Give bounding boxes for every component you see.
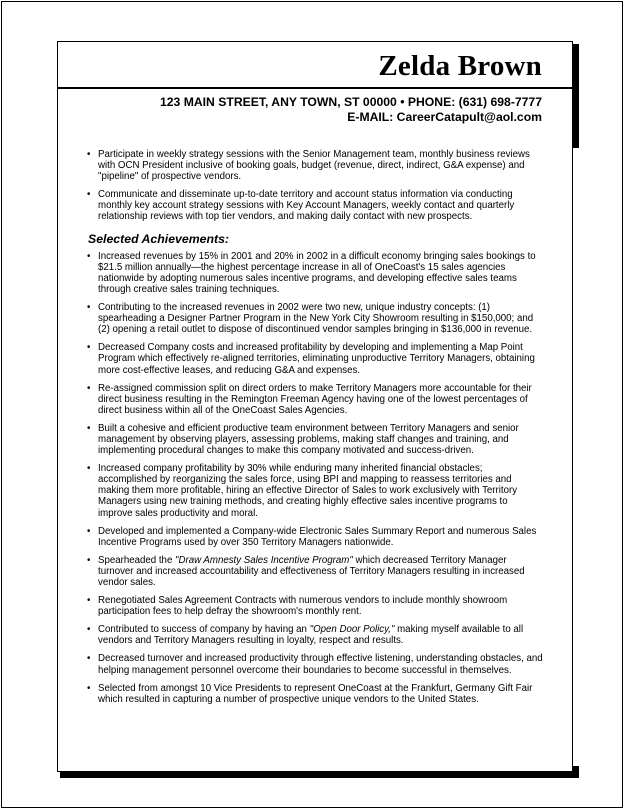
bullet-icon: • [87, 302, 91, 314]
bullet-icon: • [87, 595, 91, 607]
list-item-text: Contributing to the increased revenues in 2002 were two new, unique industry concepts: (1) spearheading a Designer Partner Program in the New York City Showroom resulting in $150,000; and (2) opening a retail outlet to dispose of discontinued vendor samples bringing in $136,000 in revenue. [98, 302, 534, 336]
list-item-text: Contributed to success of company by having an [98, 624, 310, 636]
list-item [86, 526, 544, 548]
bullet-icon: • [87, 382, 91, 394]
responsibilities-list [86, 149, 544, 223]
section-title-achievements: Selected Achievements: [88, 231, 230, 246]
list-item-text: Developed and implemented a Company-wide Electronic Sales Summary Report and numerous Sales Incentive Programs used by over 350 Territory Managers nationwide. [98, 525, 537, 548]
list-item [86, 683, 544, 705]
list-item-text: Selected from amongst 10 Vice Presidents to represent OneCoast at the Frankfurt, Germany Gift Fair which resulted in capturing a number of prospective unique vendors to the United States. [98, 682, 533, 705]
bullet-icon: • [87, 525, 91, 537]
bullet-icon: • [87, 682, 91, 694]
list-item [86, 302, 544, 335]
list-item [86, 342, 544, 375]
list-item-text: making myself available to all vendors and Territory Managers resulting in loyalty, respect and results. [98, 624, 524, 647]
achievements-list [86, 251, 544, 705]
list-item-text: Communicate and disseminate up-to-date territory and account status information via conducting monthly key account strategy sessions with Key Account Managers, weekly contact and quarterly relationship reviews with top tier vendors, and making daily contact with new prospects. [98, 189, 515, 223]
list-item-text: Increased revenues by 15% in 2001 and 20% in 2002 in a difficult economy bringing sales bookings to $21.5 million annually—the highest percentage increase in all of OneCoast's 15 sales agencies nationwide by adopting numerous sales incentive programs, and developing effective sales teams through creative sales training techniques. [98, 250, 536, 295]
list-item-text: which decreased Territory Manager turnover and increased accountability and effectiveness of Territory Managers resulting in increased vendor sales. [98, 554, 525, 588]
list-item [86, 189, 544, 222]
contact-address-phone: 123 MAIN STREET, ANY TOWN, ST 00000 • PHONE: (631) 698-7777 [160, 95, 542, 109]
list-item [86, 149, 544, 182]
page-shadow-bottom [60, 772, 573, 778]
list-item-text: Participate in weekly strategy sessions with the Senior Management team, monthly business reviews with OCN President inclusive of booking goals, budget (revenue, direct, indirect, G&A expense) and "pipeline" of prospective vendors. [98, 149, 530, 183]
contact-email: E-MAIL: CareerCatapult@aol.com [347, 110, 542, 124]
list-item-text: Decreased Company costs and increased profitability by developing and implementing a Map Point Program which effectively re-aligned territories, eliminating unproductive Territory Managers, obtaining more cost-effective leases, and reducing G&A and expenses. [98, 342, 535, 376]
list-item-text: Decreased turnover and increased productivity through effective listening, understanding obstacles, and helping management personnel overcome their boundaries to become successful in themselves. [98, 653, 543, 676]
list-item [86, 383, 544, 416]
bullet-icon: • [87, 554, 91, 566]
list-item [86, 624, 544, 646]
resume-body [86, 149, 544, 712]
list-item [86, 251, 544, 295]
list-item [86, 423, 544, 456]
header-rule [58, 87, 572, 89]
list-item-text: Spearheaded the [98, 554, 176, 566]
bullet-icon: • [87, 149, 91, 160]
list-item-text: Re-assigned commission split on direct orders to make Territory Managers more accountable for their direct business resulting in the Remington Freeman Agency having one of the lowest percentages of direct business within all of the OneCoast Sales Agencies. [98, 382, 532, 416]
program-name: "Draw Amnesty Sales Incentive Program" [175, 554, 353, 566]
list-item [86, 653, 544, 675]
candidate-name: Zelda Brown [378, 50, 542, 82]
bullet-icon: • [87, 463, 91, 475]
bullet-icon: • [87, 422, 91, 434]
list-item-text: Increased company profitability by 30% while enduring many inherited financial obstacles; accomplished by reorganizing the sales force, using BPI and mapping to reassess territories and making them more profitable, hiring an effective Director of Sales to work exclusively with Territory Managers using new training methods, and creating highly effective sales incentive programs to improve sales productivity and moral. [98, 463, 518, 519]
list-item [86, 555, 544, 588]
bullet-icon: • [87, 624, 91, 636]
policy-name: "Open Door Policy," [309, 624, 395, 636]
list-item [86, 463, 544, 518]
page-shadow-right [573, 44, 579, 148]
list-item-text: Renegotiated Sales Agreement Contracts with numerous vendors to include monthly showroom participation fees to help defray the showroom's monthly rent. [98, 595, 508, 618]
list-item-text: Built a cohesive and efficient productive team environment between Territory Managers and senior management by observing players, assessing problems, making staff changes and training, and implementing procedural changes to make this company motivated and success-driven. [98, 422, 519, 457]
bullet-icon: • [87, 189, 91, 201]
bullet-icon: • [87, 342, 91, 354]
list-item [86, 595, 544, 617]
bullet-icon: • [87, 250, 91, 262]
bullet-icon: • [87, 653, 91, 665]
